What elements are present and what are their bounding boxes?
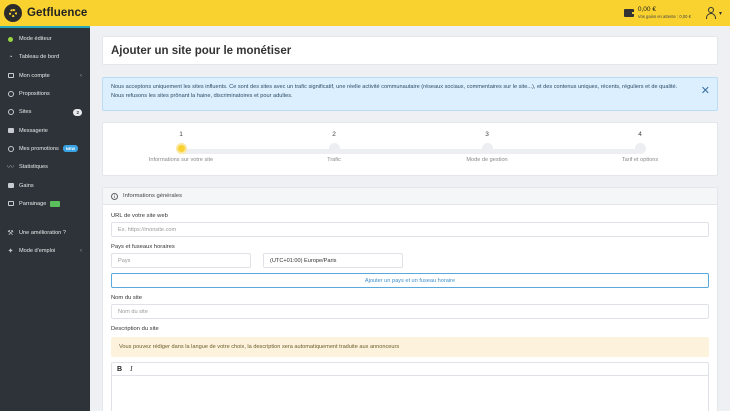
brand-name: Getfluence: [27, 7, 88, 19]
description-label: Description du site: [111, 326, 159, 332]
sidebar-item-label: Mode d'emploi: [19, 248, 56, 255]
referral-icon: [8, 201, 14, 206]
wallet-icon: [624, 9, 634, 17]
step-3: 3 Mode de gestion: [466, 131, 508, 163]
money-icon: [50, 201, 60, 207]
country-label: Pays et fuseaux horaires: [111, 244, 175, 250]
sidebar-item-label: Tableau de bord: [19, 54, 60, 61]
pending-earnings: Vos gains en attente : 0,00 €: [637, 13, 691, 19]
main-content: [102, 36, 718, 411]
step-indicator: [176, 143, 187, 154]
balance-amount: 0,00 €: [637, 6, 656, 14]
page-title-card: [102, 36, 718, 65]
getfluence-logo: [4, 4, 22, 22]
sidebar-item-amelioration[interactable]: [0, 224, 90, 242]
dashboard-icon: ◔: [8, 53, 13, 61]
add-country-button[interactable]: Ajouter un pays et un fuseau horaire: [111, 273, 709, 288]
sidebar-item-propositions[interactable]: [0, 85, 90, 103]
line-chart-icon: 〰: [7, 163, 14, 171]
chevron-left-icon: ‹: [80, 72, 82, 79]
sidebar-item-mode-editeur[interactable]: [0, 30, 90, 48]
sidebar-item-mode-emploi[interactable]: [0, 242, 90, 260]
envelope-icon: [8, 128, 14, 133]
country-select[interactable]: Pays: [111, 253, 251, 268]
sites-count-badge: 2: [73, 109, 82, 116]
url-label: URL de votre site web: [111, 213, 168, 219]
sidebar-item-label: Mon compte: [19, 72, 50, 79]
sidebar-item-mes-promotions[interactable]: [0, 140, 90, 158]
globe-icon: [8, 109, 14, 115]
sidebar-item-label: Statistiques: [19, 164, 48, 171]
sidebar-item-parrainage[interactable]: [0, 195, 90, 213]
close-icon[interactable]: ✕: [700, 85, 710, 97]
status-dot-icon: [8, 37, 13, 42]
info-icon: i: [111, 193, 118, 200]
sidebar-item-label: Messagerie: [19, 127, 48, 134]
page-title: Ajouter un site pour le monétiser: [111, 44, 292, 57]
italic-button[interactable]: I: [130, 365, 133, 373]
site-name-input[interactable]: Nom du site: [111, 304, 709, 319]
info-alert: [102, 77, 718, 111]
top-bar: [0, 0, 730, 26]
sidebar-item-mon-compte[interactable]: [0, 67, 90, 85]
wrench-icon: ⚒: [7, 229, 14, 237]
new-badge: NEW: [63, 145, 78, 152]
url-input[interactable]: Ex. https://monsite.com: [111, 222, 709, 237]
description-editor[interactable]: [111, 362, 709, 411]
bold-button[interactable]: B: [117, 365, 123, 373]
step-2: 2 Trafic: [327, 131, 341, 163]
step-indicator: [635, 143, 646, 154]
propositions-icon: [8, 91, 14, 97]
sidebar-item-sites[interactable]: [0, 103, 90, 121]
description-notice: Vous pouvez rédiger dans la langue de votre choix, la description sera automatiquement traduite aux annonceurs: [111, 337, 709, 357]
step-indicator: [329, 143, 340, 154]
site-name-label: Nom du site: [111, 295, 142, 301]
compass-icon: ✦: [7, 247, 14, 255]
editor-toolbar: [112, 363, 708, 376]
sidebar-item-statistiques[interactable]: [0, 158, 90, 176]
step-1: 1 Informations sur votre site: [148, 131, 214, 163]
stepper: [102, 122, 718, 176]
user-icon[interactable]: [705, 7, 717, 19]
promotions-icon: [8, 146, 14, 152]
sidebar-item-label: Mode éditeur: [19, 36, 52, 43]
sidebar-item-tableau-de-bord[interactable]: [0, 48, 90, 66]
balance-widget[interactable]: [638, 7, 691, 19]
info-alert-text: Nous acceptons uniquement les sites influents. Ce sont des sites avec un trafic significatif, une réelle activité communautaire (réseaux sociaux, commentaires sur le site...), et des contenus uniques, récents, réguliers et de qualité. Nous refusons les sites prônant la haine, discriminatoires et pour adultes.: [111, 84, 678, 99]
step-indicator: [482, 143, 493, 154]
sidebar-item-label: Mes promotions: [19, 145, 59, 152]
brand[interactable]: [0, 4, 87, 22]
account-icon: [8, 73, 14, 78]
sidebar-item-messagerie[interactable]: [0, 121, 90, 139]
sidebar-item-label: Une amélioration ?: [19, 230, 66, 237]
site-info-form: [102, 187, 718, 411]
sidebar-item-label: Propositions: [19, 91, 50, 98]
chevron-down-icon[interactable]: ▾: [718, 10, 722, 17]
section-header: [103, 188, 717, 205]
sidebar: [0, 26, 90, 411]
sidebar-item-label: Parrainage: [19, 200, 47, 207]
sidebar-item-gains[interactable]: [0, 176, 90, 194]
step-4: 4 Tarif et options: [621, 131, 659, 163]
gains-icon: [8, 183, 14, 188]
section-title: Informations générales: [123, 193, 182, 199]
timezone-select[interactable]: (UTC+01:00) Europe/Paris: [263, 253, 403, 268]
sidebar-item-label: Gains: [19, 182, 34, 189]
sidebar-item-label: Sites: [19, 109, 32, 116]
chevron-left-icon: ‹: [80, 248, 82, 255]
